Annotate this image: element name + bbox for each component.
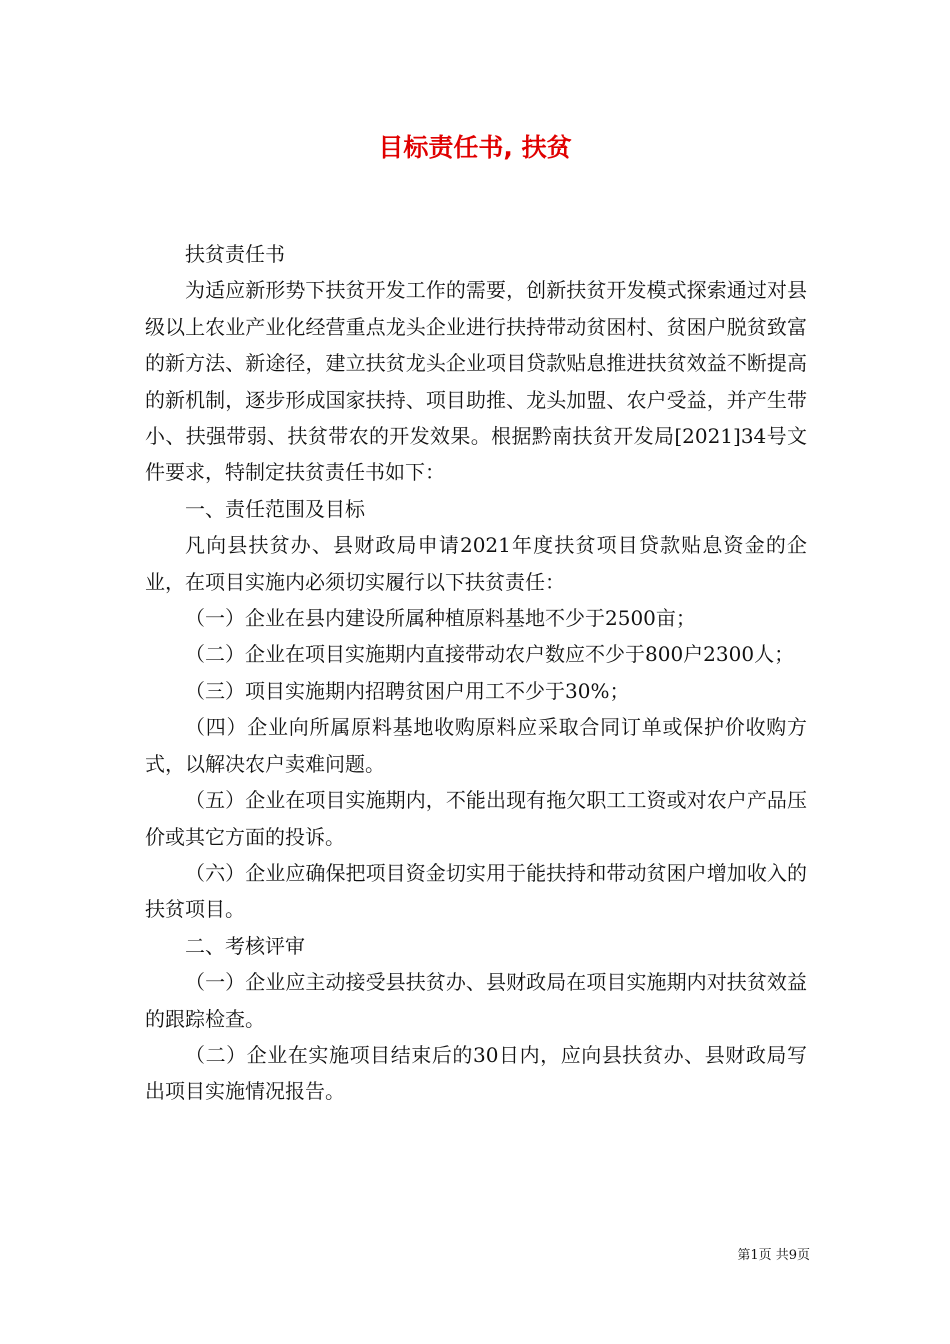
paragraph-intro: 为适应新形势下扶贫开发工作的需要，创新扶贫开发模式探索通过对县级以上农业产业化经营重点龙头企业进行扶持带动贫困村、贫困户脱贫致富的新方法、新途径，建立扶贫龙头企业项目贷款贴息推进扶贫效益不断提高的新机制，逐步形成国家扶持、项目助推、龙头加盟、农户受益，并产生带小、扶强带弱、扶贫带农的开发效果。根据黔南扶贫开发局[2021]34号文件要求，特制定扶贫责任书如下： xyxy=(145,278,807,485)
list-item: （一）企业应主动接受县扶贫办、县财政局在项目实施期内对扶贫效益的跟踪检查。 xyxy=(145,970,807,1031)
list-item: （二）企业在项目实施期内直接带动农户数应不少于800户2300人； xyxy=(185,642,795,667)
page-number: 第1页 共9页 xyxy=(737,1248,810,1263)
list-item: （四）企业向所属原料基地收购原料应采取合同订单或保护价收购方式，以解决农户卖难问题。 xyxy=(145,715,807,776)
list-item: （五）企业在项目实施期内，不能出现有拖欠职工工资或对农户产品压价或其它方面的投诉。 xyxy=(145,788,807,849)
section-heading-2: 二、考核评审 xyxy=(185,933,305,958)
list-item: （二）企业在实施项目结束后的30日内，应向县扶贫办、县财政局写出项目实施情况报告。 xyxy=(145,1042,807,1104)
paragraph: 凡向县扶贫办、县财政局申请2021年度扶贫项目贷款贴息资金的企业，在项目实施内必须切实履行以下扶贫责任： xyxy=(145,533,807,594)
list-item: （一）企业在县内建设所属种植原料基地不少于2500亩； xyxy=(185,606,696,631)
document-body xyxy=(145,236,807,1110)
list-item: （三）项目实施期内招聘贫困户用工不少于30%； xyxy=(185,678,630,703)
list-item: （六）企业应确保把项目资金切实用于能扶持和带动贫困户增加收入的扶贫项目。 xyxy=(145,860,807,922)
section-heading-1: 一、责任范围及目标 xyxy=(185,496,365,521)
paragraph-heading: 扶贫责任书 xyxy=(185,242,285,266)
document-title: 目标责任书, 扶贫 xyxy=(378,133,572,162)
